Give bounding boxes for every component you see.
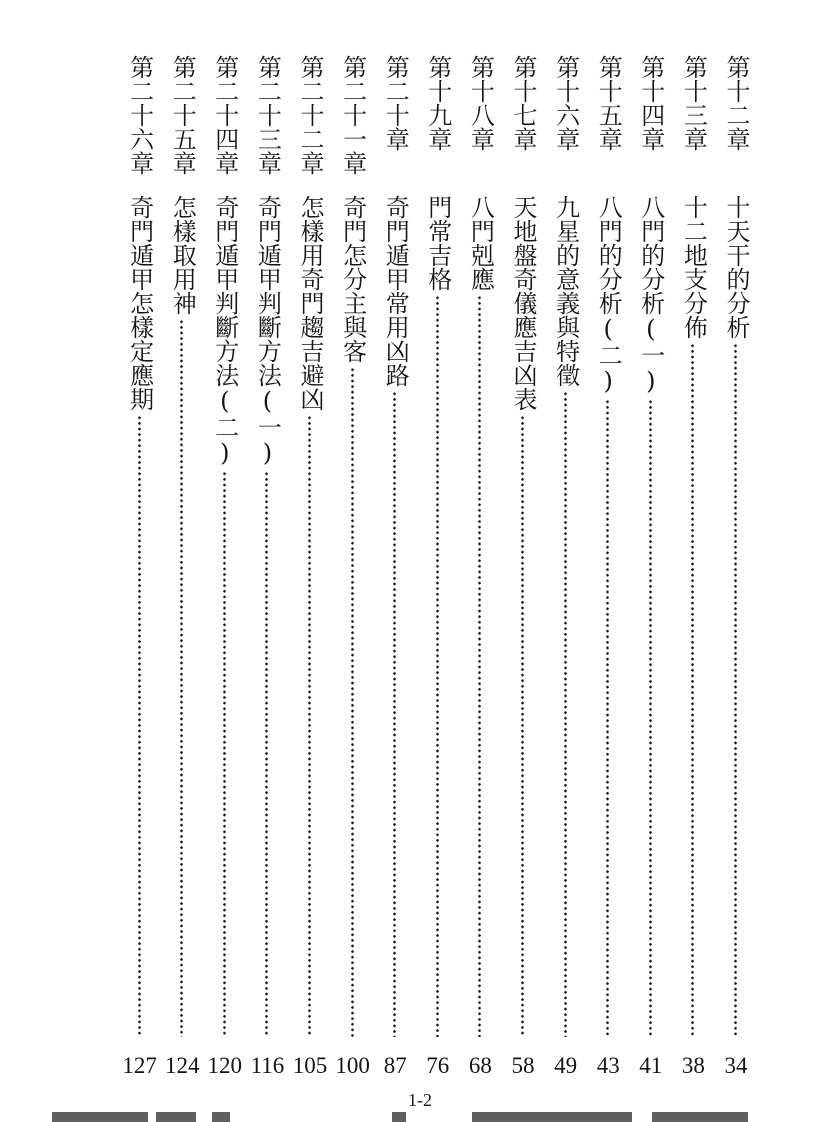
page-number: 49 [554,1053,578,1078]
page-number: 41 [639,1053,663,1078]
dot-leader [734,343,737,1037]
chapter-number: 第二十三章 [253,55,282,175]
chapter-number: 第十七章 [509,55,537,151]
toc-entry [335,55,371,1105]
chapter-number: 第二十五章 [168,55,197,175]
toc-entry [164,55,200,1105]
page-number: 38 [681,1053,705,1078]
toc-entry [590,55,626,1105]
toc-entry [292,55,328,1105]
toc-entry [462,55,498,1105]
chapter-number: 第十二章 [722,55,750,151]
page-number: 34 [724,1053,748,1078]
chapter-number: 第二十章 [381,55,410,151]
dot-leader [351,367,354,1037]
chapter-title: 十天干的分析 [722,195,750,339]
chapter-number: 第二十四章 [210,55,239,175]
dot-leader [649,399,652,1037]
chapter-title: 奇門遁甲判斷方法(一) [253,195,282,467]
chapter-title: 怎樣用奇門趨吉避凶 [296,195,324,411]
bottom-edge-artifact [52,1112,772,1122]
dot-leader [393,391,396,1037]
chapter-title: 八門的分析(一) [636,195,665,395]
page-number: 43 [596,1053,620,1078]
toc-entry [633,55,669,1105]
toc-entry [122,55,158,1105]
dot-leader [265,471,268,1037]
chapter-title: 門常吉格 [423,195,452,291]
toc-entry [207,55,243,1105]
page-number: 68 [468,1053,492,1078]
chapter-title: 奇門遁甲怎樣定應期 [125,195,154,411]
dot-leader [478,295,481,1037]
chapter-number: 第二十二章 [296,55,324,175]
page-number: 116 [250,1053,285,1078]
chapter-title: 奇門遁甲常用凶路 [381,195,410,387]
toc-entry [420,55,456,1105]
toc-entry [718,55,754,1105]
chapter-title: 天地盤奇儀應吉凶表 [509,195,537,411]
toc-entry [505,55,541,1105]
toc-entry [548,55,584,1105]
toc-entry [377,55,413,1105]
chapter-title: 十二地支分佈 [679,195,708,339]
page-number: 87 [383,1053,407,1078]
toc-entry [675,55,711,1105]
dot-leader [138,415,141,1037]
page-folio: 1-2 [408,1090,432,1110]
dot-leader [521,415,524,1037]
page-number: 105 [292,1053,328,1078]
chapter-title: 奇門怎分主與客 [338,195,367,363]
dot-leader [606,399,609,1037]
dot-leader [691,343,694,1037]
chapter-number: 第十九章 [423,55,452,151]
chapter-title: 怎樣取用神 [168,195,197,315]
dot-leader [180,319,183,1037]
chapter-title: 八門的分析(二) [594,195,623,395]
toc-entry [249,55,285,1105]
page-number: 120 [207,1053,243,1078]
chapter-title: 奇門遁甲判斷方法(二) [210,195,239,467]
page-number: 100 [335,1053,370,1078]
chapter-title: 八門剋應 [466,195,495,291]
page-number: 124 [164,1053,200,1078]
dot-leader [223,471,226,1037]
chapter-number: 第十四章 [636,55,665,151]
page-number: 58 [511,1053,535,1078]
chapter-number: 第十六章 [551,55,580,151]
dot-leader [308,415,311,1037]
dot-leader [436,295,439,1037]
chapter-number: 第十八章 [466,55,495,151]
chapter-number: 第十三章 [679,55,708,151]
dot-leader [564,391,567,1037]
chapter-title: 九星的意義與特徵 [551,195,580,387]
page-number: 76 [426,1053,450,1078]
chapter-number: 第十五章 [594,55,623,151]
page-number: 127 [122,1053,157,1078]
chapter-number: 第二十一章 [338,55,367,175]
chapter-number: 第二十六章 [125,55,154,175]
